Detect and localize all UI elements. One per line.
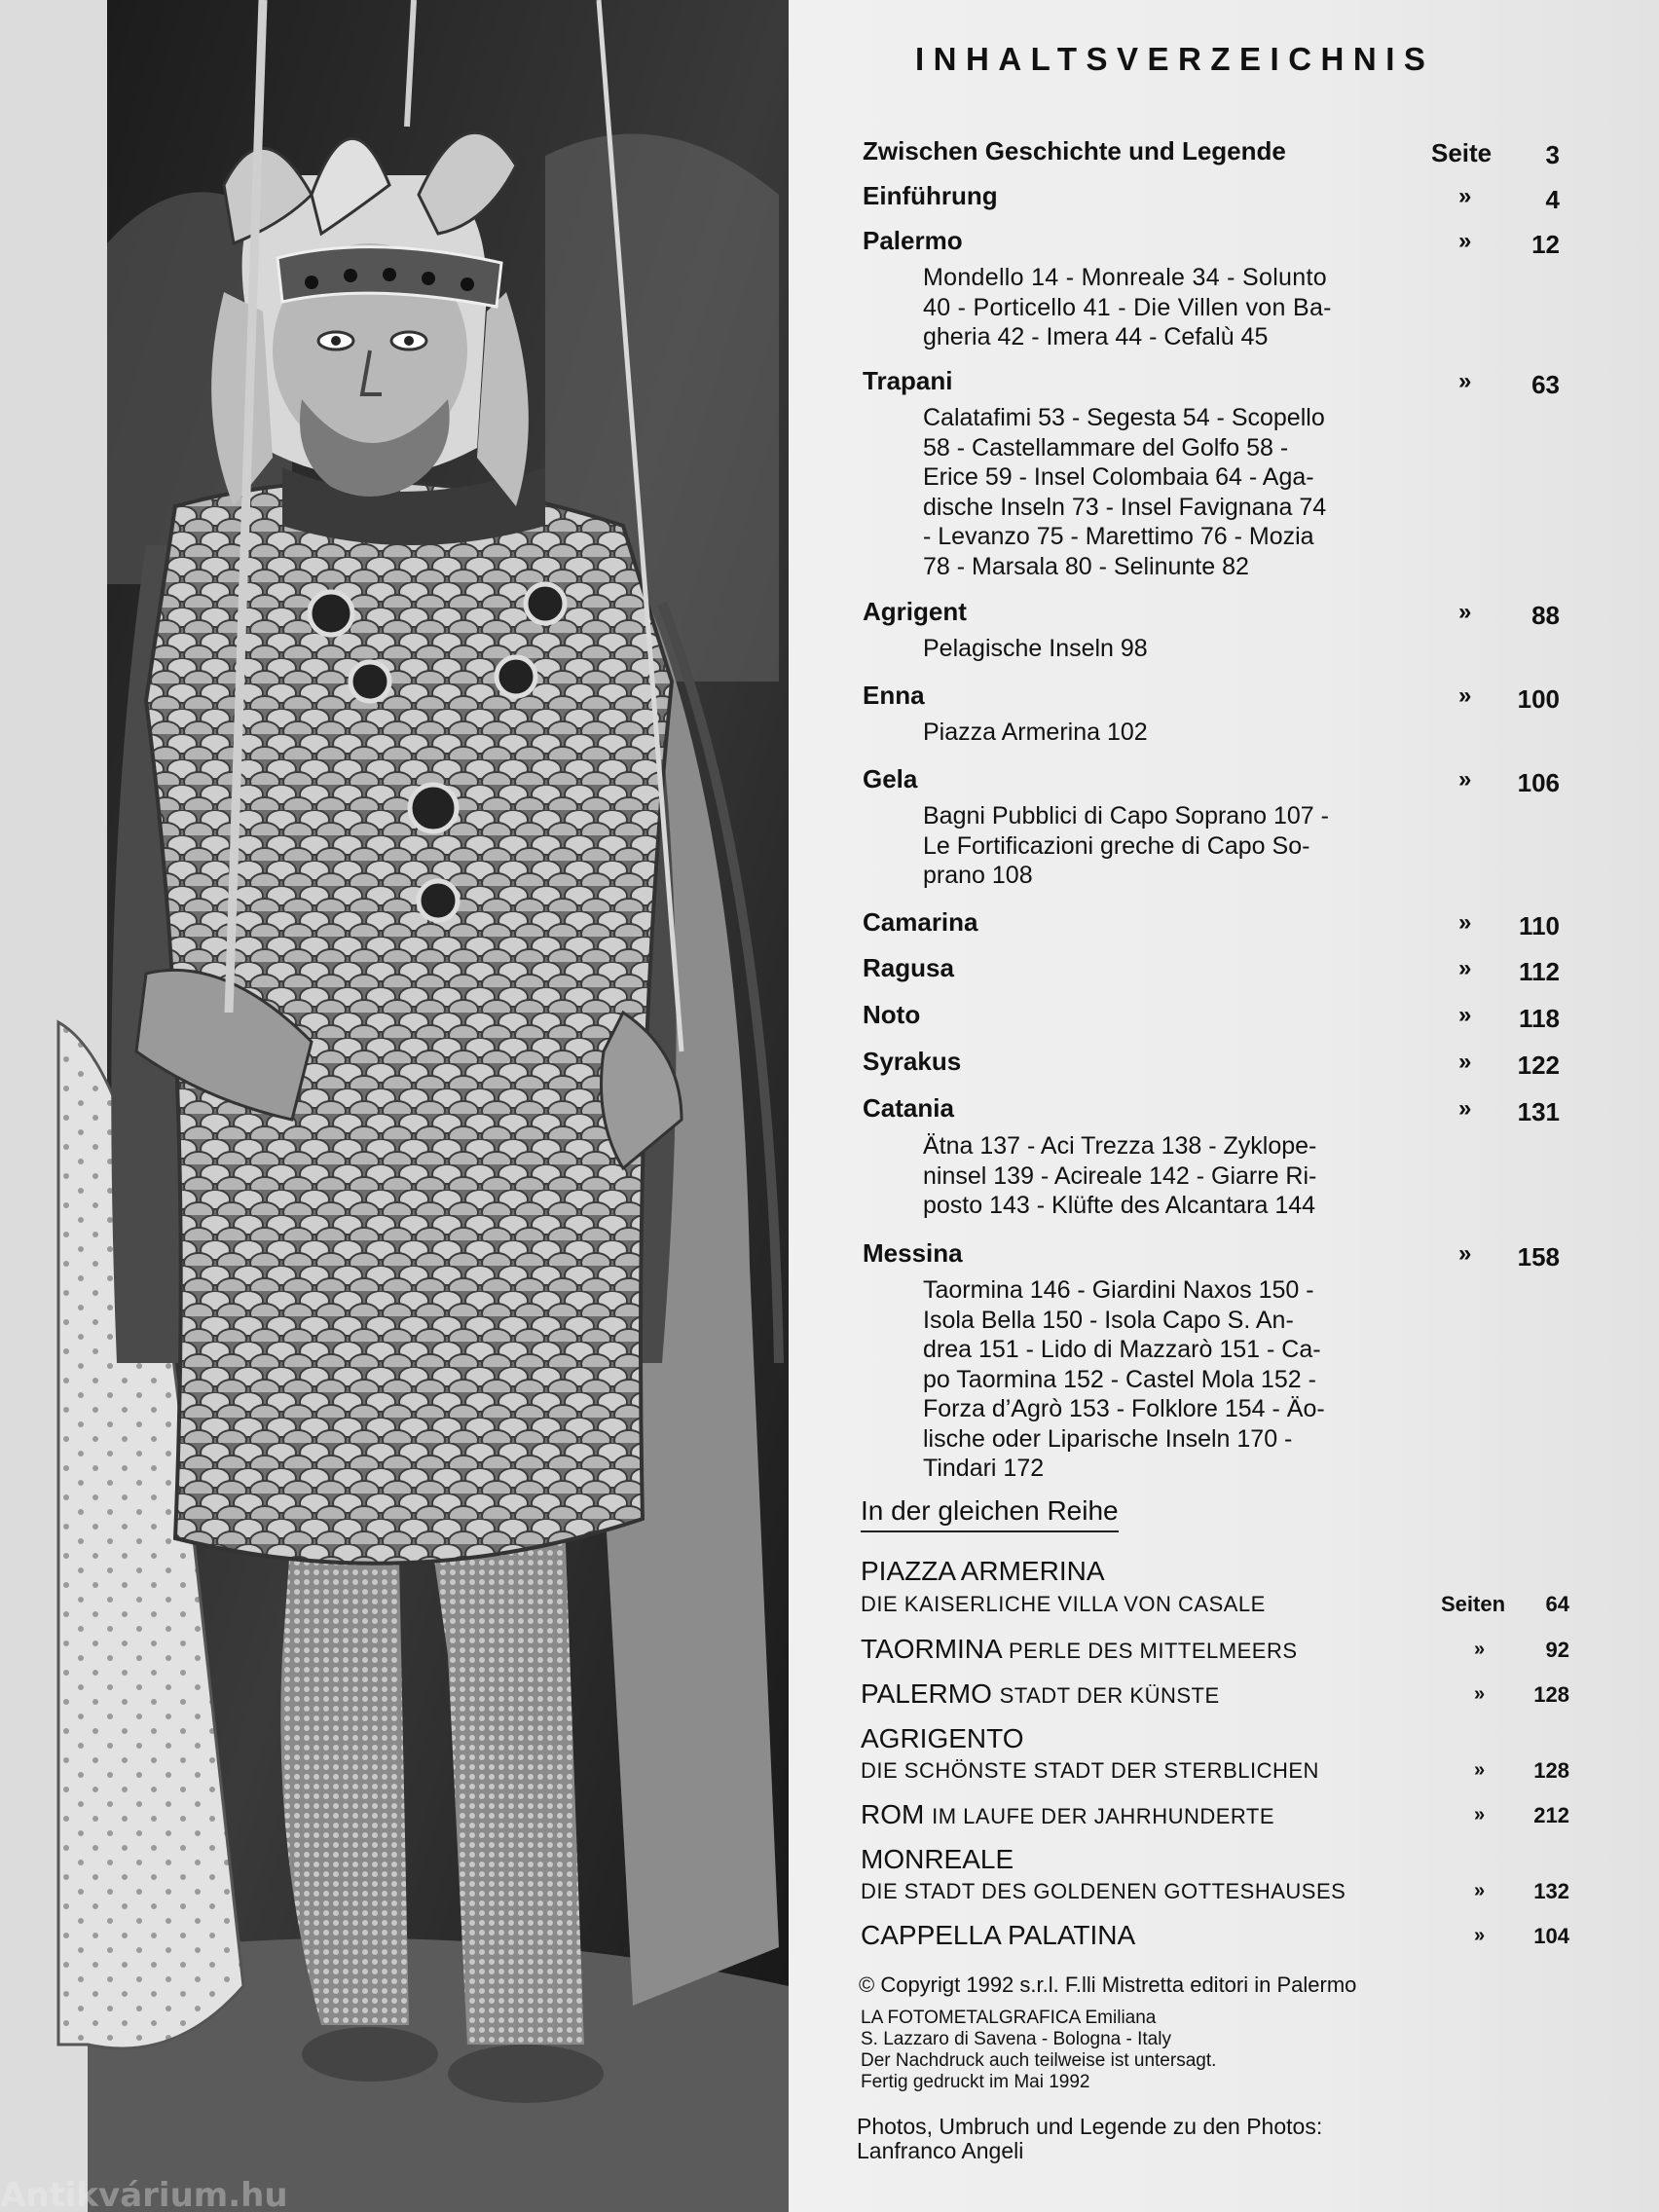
- toc-entry-title: Agrigent: [863, 597, 967, 626]
- contents-page: [789, 0, 1659, 2212]
- seite-label: Seite: [1431, 138, 1493, 167]
- toc-entry-title: Zwischen Geschichte und Legende: [863, 136, 1286, 166]
- toc-page-number: 63: [1531, 370, 1560, 399]
- watermark: Antikvárium.hu: [0, 2176, 288, 2212]
- ditto-mark: »: [1458, 183, 1472, 209]
- imprint-line: S. Lazzaro di Savena - Bologna - Italy: [861, 2029, 1171, 2049]
- ditto-mark: »: [1458, 955, 1472, 981]
- ditto-mark: »: [1458, 1049, 1472, 1075]
- ditto-mark: »: [1474, 1804, 1486, 1825]
- subentry-line: Taormina 146 - Giardini Naxos 150 -: [923, 1276, 1314, 1304]
- series-book-title: TAORMINA: [861, 1634, 1002, 1664]
- toc-page-number: 12: [1531, 230, 1560, 259]
- seiten-label: Seiten: [1441, 1592, 1506, 1616]
- toc-entry-title: Catania: [863, 1093, 954, 1123]
- imprint-line: Fertig gedruckt im Mai 1992: [861, 2072, 1090, 2092]
- toc-page-number: 122: [1517, 1051, 1560, 1080]
- subentry-line: Tindari 172: [923, 1455, 1045, 1482]
- subentry-line: Ätna 137 - Aci Trezza 138 - Zyklope-: [923, 1132, 1317, 1160]
- toc-page-number: 106: [1517, 768, 1560, 797]
- series-book-subtitle: STADT DER KÜNSTE: [999, 1683, 1220, 1708]
- subentry-line: drea 151 - Lido di Mazzarò 151 - Ca-: [923, 1336, 1321, 1363]
- series-book-title: ROM: [861, 1799, 925, 1829]
- series-book-subtitle: DIE KAISERLICHE VILLA VON CASALE: [861, 1592, 1266, 1616]
- toc-page-number: 3: [1545, 140, 1560, 169]
- toc-entry-title: Trapani: [863, 366, 953, 395]
- toc-entry-title: Messina: [863, 1238, 963, 1268]
- subentry-line: 78 - Marsala 80 - Selinunte 82: [923, 552, 1249, 580]
- ditto-mark: »: [1474, 1639, 1486, 1660]
- series-book-pages: 104: [1533, 1924, 1569, 1948]
- series-book-pages: 64: [1545, 1592, 1569, 1616]
- toc-subentries: [923, 263, 1332, 352]
- toc-subentries: [923, 1275, 1325, 1484]
- ditto-mark: »: [1474, 1925, 1486, 1946]
- toc-entry-title: Camarina: [863, 907, 978, 937]
- series-book-pages: 132: [1533, 1879, 1569, 1903]
- subentry-line: prano 108: [923, 862, 1033, 889]
- toc-page-number: 131: [1517, 1097, 1560, 1126]
- photo-credits-line: Photos, Umbruch und Legende zu den Photos:: [857, 2114, 1323, 2139]
- series-book-title: AGRIGENTO: [861, 1723, 1024, 1753]
- subentry-line: Bagni Pubblici di Capo Soprano 107 -: [923, 802, 1329, 830]
- subentry-line: Pelagische Inseln 98: [923, 635, 1148, 662]
- subentry-line: Le Fortificazioni greche di Capo So-: [923, 831, 1310, 860]
- toc-page-number: 4: [1545, 185, 1560, 214]
- series-book-entry: [861, 1799, 1274, 1830]
- toc-page-number: 118: [1519, 1004, 1560, 1033]
- toc-page-number: 112: [1519, 957, 1560, 986]
- subentry-line: lische oder Liparische Inseln 170 -: [923, 1424, 1293, 1453]
- toc-page-number: 110: [1519, 911, 1560, 940]
- ditto-mark: »: [1458, 228, 1472, 254]
- toc-entry-title: Einführung: [863, 181, 998, 210]
- toc-page-number: 88: [1531, 601, 1560, 630]
- toc-subentries: [923, 634, 1196, 664]
- toc-entry-title: Gela: [863, 764, 918, 793]
- subentry-line: po Taormina 152 - Castel Mola 152 -: [923, 1365, 1316, 1393]
- ditto-mark: »: [1458, 1002, 1472, 1028]
- subentry-line: Isola Bella 150 - Isola Capo S. An-: [923, 1306, 1294, 1334]
- toc-entry-title: Noto: [863, 1000, 921, 1029]
- series-book-subtitle: PERLE DES MITTELMEERS: [1008, 1639, 1298, 1663]
- subentry-line: ninsel 139 - Acireale 142 - Giarre Ri-: [923, 1161, 1317, 1190]
- toc-page-number: 158: [1517, 1242, 1560, 1272]
- series-book-pages: 128: [1533, 1758, 1569, 1783]
- subentry-line: gheria 42 - Imera 44 - Cefalù 45: [923, 323, 1269, 350]
- ditto-mark: »: [1458, 599, 1472, 625]
- series-book-entry: [861, 1634, 1298, 1665]
- imprint-line: Der Nachdruck auch teilweise ist untersagt.: [861, 2050, 1217, 2071]
- series-book-subtitle: IM LAUFE DER JAHRHUNDERTE: [932, 1804, 1275, 1828]
- ditto-mark: »: [1458, 1095, 1472, 1122]
- series-book-title: CAPPELLA PALATINA: [861, 1920, 1136, 1950]
- subentry-line: - Levanzo 75 - Marettimo 76 - Mozia: [923, 523, 1314, 550]
- series-book-pages: 92: [1545, 1638, 1569, 1662]
- series-book-subtitle: DIE STADT DES GOLDENEN GOTTESHAUSES: [861, 1879, 1346, 1903]
- toc-subentries: [923, 718, 1196, 748]
- series-book-pages: 212: [1533, 1803, 1569, 1827]
- toc-page-number: 100: [1517, 684, 1560, 714]
- series-book-title: MONREALE: [861, 1844, 1014, 1874]
- subentry-line: dische Inseln 73 - Insel Favignana 74: [923, 493, 1327, 521]
- ditto-mark: »: [1474, 1683, 1486, 1705]
- toc-subentries: [923, 1131, 1317, 1221]
- toc-subentries: [923, 801, 1329, 891]
- toc-entry-title: Syrakus: [863, 1047, 962, 1076]
- series-heading: In der gleichen Reihe: [861, 1495, 1119, 1532]
- subentry-line: Mondello 14 - Monreale 34 - Solunto: [923, 264, 1327, 291]
- subentry-line: 40 - Porticello 41 - Die Villen von Ba-: [923, 293, 1332, 321]
- subentry-line: Erice 59 - Insel Colombaia 64 - Aga-: [923, 463, 1314, 491]
- series-book-subtitle: DIE SCHÖNSTE STADT DER STERBLICHEN: [861, 1758, 1319, 1783]
- photo-credits: [857, 2115, 1322, 2163]
- copyright: © Copyrigt 1992 s.r.l. F.lli Mistretta editori in Palermo: [859, 1972, 1357, 1997]
- subentry-line: Forza d’Agrò 153 - Folklore 154 - Äo-: [923, 1395, 1325, 1422]
- ditto-mark: »: [1458, 1240, 1472, 1267]
- series-book-pages: 128: [1533, 1682, 1569, 1707]
- ditto-mark: »: [1474, 1759, 1486, 1781]
- imprint-line: LA FOTOMETALGRAFICA Emiliana: [861, 2008, 1157, 2028]
- photo-credits-name: Lanfranco Angeli: [857, 2138, 1024, 2163]
- puppet-king-photo: [0, 0, 789, 2212]
- ditto-mark: »: [1458, 909, 1472, 936]
- toc-entry-title: Palermo: [863, 226, 963, 255]
- ditto-mark: »: [1458, 368, 1472, 394]
- series-book-title: PALERMO: [861, 1678, 992, 1709]
- toc-entry-title: Enna: [863, 681, 925, 710]
- page-title: INHALTSVERZEICHNIS: [915, 41, 1435, 77]
- ditto-mark: »: [1474, 1880, 1486, 1901]
- subentry-line: 58 - Castellammare del Golfo 58 -: [923, 433, 1289, 461]
- subentry-line: posto 143 - Klüfte des Alcantara 144: [923, 1192, 1316, 1219]
- ditto-mark: »: [1458, 766, 1472, 793]
- series-book-entry: [861, 1678, 1220, 1710]
- subentry-line: Calatafimi 53 - Segesta 54 - Scopello: [923, 404, 1325, 431]
- ditto-mark: »: [1458, 682, 1472, 709]
- toc-entry-title: Ragusa: [863, 953, 954, 982]
- series-book-title: PIAZZA ARMERINA: [861, 1556, 1105, 1586]
- subentry-line: Piazza Armerina 102: [923, 719, 1148, 746]
- toc-subentries: [923, 403, 1327, 581]
